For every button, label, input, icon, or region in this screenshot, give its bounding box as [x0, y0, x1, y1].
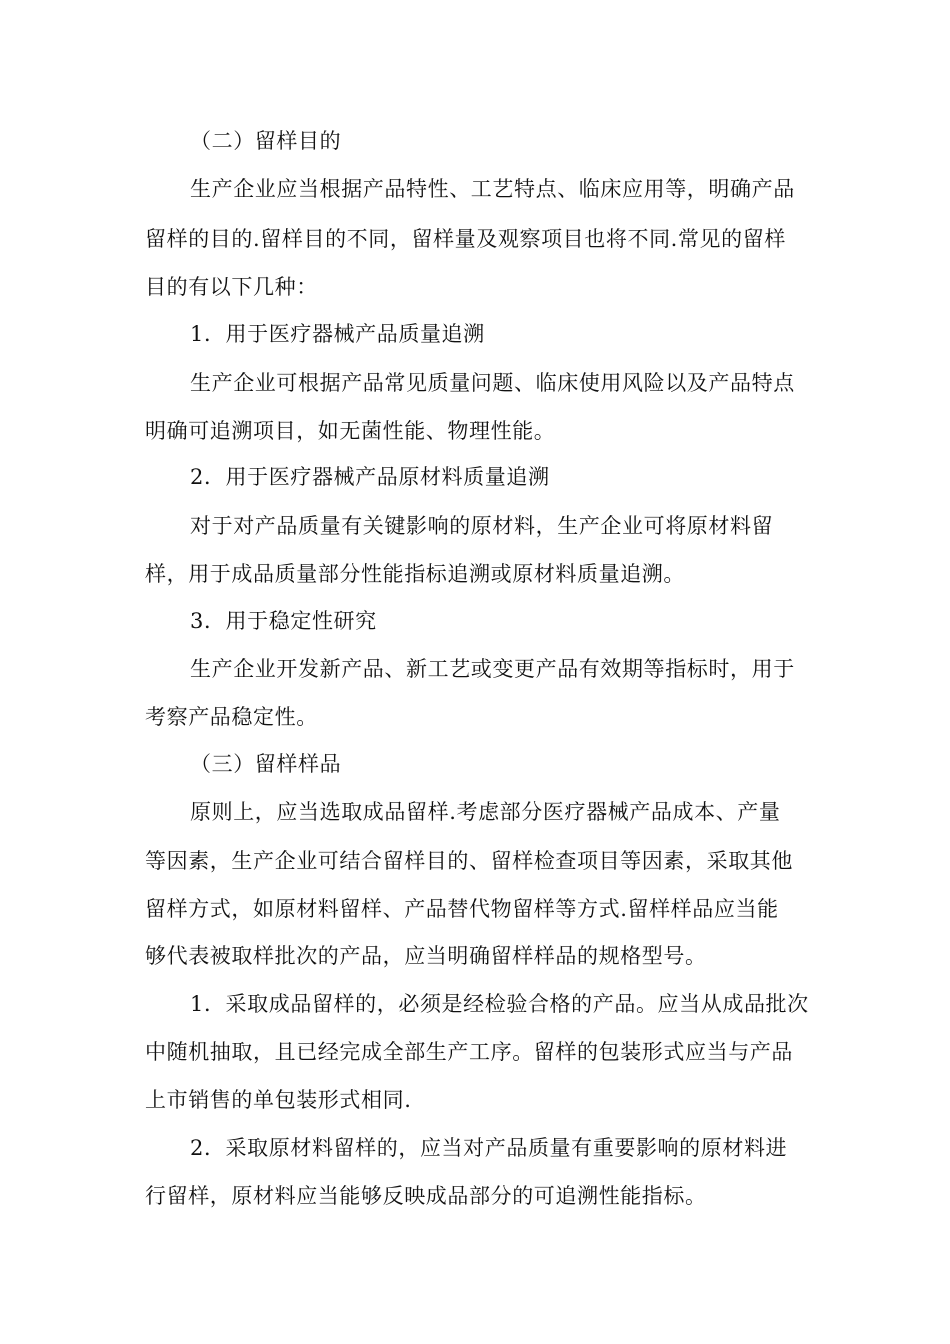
paragraph-line: 等因素，生产企业可结合留样目的、留样检查项目等因素，采取其他 — [145, 849, 793, 873]
paragraph-line: 目的有以下几种： — [145, 275, 318, 299]
paragraph-line: 考察产品稳定性。 — [145, 705, 318, 729]
paragraph-line: 上市销售的单包装形式相同. — [145, 1088, 412, 1112]
paragraph-line: 生产企业开发新产品、新工艺或变更产品有效期等指标时，用于 — [190, 657, 795, 681]
paragraph-line: 留样方式，如原材料留样、产品替代物留样等方式.留样样品应当能 — [145, 897, 779, 921]
paragraph-line: 生产企业可根据产品常见质量问题、临床使用风险以及产品特点 — [190, 371, 795, 395]
paragraph-line: 对于对产品质量有关键影响的原材料，生产企业可将原材料留 — [190, 514, 774, 538]
paragraph-line: 留样的目的.留样目的不同，留样量及观察项目也将不同.常见的留样 — [145, 227, 786, 251]
paragraph-line: 1．采取成品留样的，必须是经检验合格的产品。应当从成品批次 — [190, 992, 809, 1016]
list-item-heading: 2．用于医疗器械产品原材料质量追溯 — [190, 465, 550, 489]
paragraph-line: 明确可追溯项目，如无菌性能、物理性能。 — [145, 419, 556, 443]
paragraph-line: 中随机抽取，且已经完成全部生产工序。留样的包装形式应当与产品 — [145, 1040, 793, 1064]
list-item-heading: 3．用于稳定性研究 — [190, 609, 377, 633]
section-heading-3: （三）留样样品 — [190, 752, 342, 776]
paragraph-line: 原则上，应当选取成品留样.考虑部分医疗器械产品成本、产量 — [190, 800, 781, 824]
paragraph-line: 行留样，原材料应当能够反映成品部分的可追溯性能指标。 — [145, 1184, 707, 1208]
paragraph-line: 够代表被取样批次的产品，应当明确留样样品的规格型号。 — [145, 944, 707, 968]
paragraph-line: 生产企业应当根据产品特性、工艺特点、临床应用等，明确产品 — [190, 177, 795, 201]
list-item-heading: 1．用于医疗器械产品质量追溯 — [190, 322, 485, 346]
paragraph-line: 2．采取原材料留样的，应当对产品质量有重要影响的原材料进 — [190, 1136, 788, 1160]
paragraph-line: 样，用于成品质量部分性能指标追溯或原材料质量追溯。 — [145, 562, 685, 586]
section-heading-2: （二）留样目的 — [190, 129, 342, 153]
